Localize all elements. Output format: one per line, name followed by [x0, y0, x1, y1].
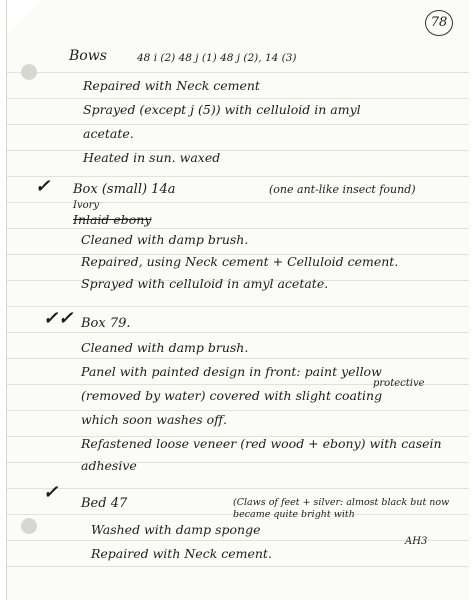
ruled-line — [7, 488, 469, 489]
entry-line: which soon washes off. — [81, 412, 228, 427]
entry-heading: Box (small) 14a — [73, 182, 176, 197]
ruled-line — [7, 72, 469, 73]
entry-line: acetate. — [83, 126, 134, 141]
entry-line: adhesive — [81, 458, 137, 473]
entry-line: Sprayed with celluloid in amyl acetate. — [81, 276, 329, 291]
entry-line: protective — [373, 378, 425, 389]
entry-heading-note: (Claws of feet + silver: almost black but now became quite bright with — [233, 497, 450, 520]
entry-line: Repaired with Neck cement — [83, 78, 260, 93]
check-mark-icon: ✓ — [35, 176, 51, 197]
ruled-line — [7, 332, 469, 333]
entry-line: Repaired with Neck cement. — [91, 546, 272, 561]
ruled-line — [7, 358, 469, 359]
check-mark-icon: ✓✓ — [43, 308, 74, 329]
ruled-line — [7, 228, 469, 229]
folded-corner — [7, 0, 41, 34]
notebook-page — [6, 0, 469, 600]
ruled-line — [7, 306, 469, 307]
entry-heading: Bed 47 — [81, 496, 128, 511]
ruled-line — [7, 540, 469, 541]
entry-line: Inlaid ebony — [73, 212, 152, 227]
entry-heading: Box 79. — [81, 316, 131, 331]
entry-line: AH3 — [405, 536, 428, 547]
entry-line: Sprayed (except j (5)) with celluloid in amyl — [83, 102, 361, 117]
entry-line: Washed with damp sponge — [91, 522, 261, 537]
entry-line: Heated in sun. waxed — [83, 150, 221, 165]
punch-hole — [21, 518, 37, 534]
ruled-line — [7, 98, 469, 99]
ruled-line — [7, 176, 469, 177]
ruled-line — [7, 124, 469, 125]
ruled-line — [7, 566, 469, 567]
entry-line: Refastened loose veneer (red wood + ebony) with casein — [81, 436, 442, 451]
ruled-line — [7, 410, 469, 411]
entry-line: Ivory — [73, 200, 100, 211]
entry-line: Panel with painted design in front: paint yellow — [81, 364, 382, 379]
entry-heading: Bows — [69, 48, 107, 64]
entry-line: Repaired, using Neck cement + Celluloid cement. — [81, 254, 399, 269]
entry-line: (removed by water) covered with slight coating — [81, 388, 383, 403]
ruled-line — [7, 150, 469, 151]
entry-heading-detail: 48 i (2) 48 j (1) 48 j (2), 14 (3) — [137, 52, 297, 64]
ruled-line — [7, 462, 469, 463]
check-mark-icon: ✓ — [43, 482, 59, 503]
entry-line: Cleaned with damp brush. — [81, 340, 249, 355]
page-number: 78 — [425, 10, 453, 36]
punch-hole — [21, 64, 37, 80]
entry-line: Cleaned with damp brush. — [81, 232, 249, 247]
entry-heading-note: (one ant-like insect found) — [269, 183, 416, 196]
